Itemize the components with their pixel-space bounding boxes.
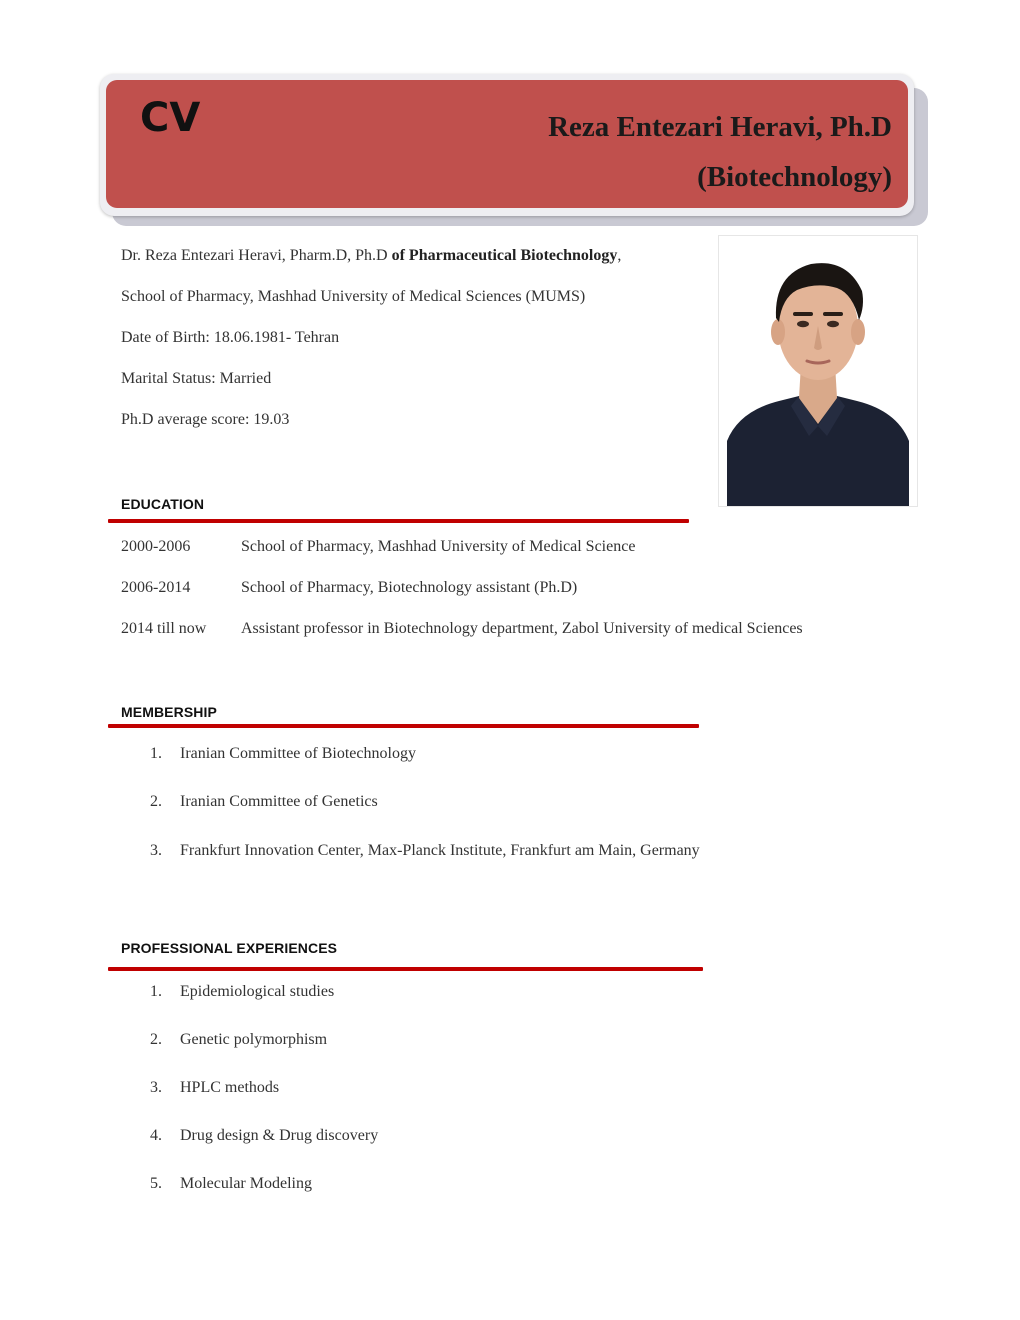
membership-rule — [108, 724, 699, 728]
list-number: 4. — [150, 1127, 162, 1144]
intro-degree-line: Dr. Reza Entezari Heravi, Pharm.D, Ph.D of Pharmaceutical Biotechnology, — [121, 247, 622, 264]
education-row — [121, 579, 577, 597]
list-text: Iranian Committee of Genetics — [180, 793, 378, 810]
experience-item — [150, 1127, 378, 1145]
intro-birth-line: Date of Birth: 18.06.1981- Tehran — [121, 329, 340, 346]
cv-label: CV — [140, 95, 201, 141]
education-detail: Assistant professor in Biotechnology department, Zabol University of medical Sciences — [241, 620, 803, 637]
intro-block — [121, 246, 621, 451]
list-text: HPLC methods — [180, 1079, 280, 1096]
list-text: Iranian Committee of Biotechnology — [180, 745, 416, 762]
intro-degree-field: of Pharmaceutical Biotechnology — [391, 247, 618, 264]
name-line-2: (Biotechnology) — [697, 161, 892, 193]
list-number: 3. — [150, 1079, 162, 1096]
intro-score-line: Ph.D average score: 19.03 — [121, 411, 290, 428]
list-number: 1. — [150, 983, 162, 1000]
portrait-illustration — [719, 236, 917, 506]
education-row — [121, 538, 635, 556]
list-number: 2. — [150, 1031, 162, 1048]
experience-item — [150, 983, 334, 1001]
intro-marital-line: Marital Status: Married — [121, 370, 272, 387]
list-text: Epidemiological studies — [180, 983, 335, 1000]
list-number: 3. — [150, 842, 162, 859]
experiences-rule — [108, 967, 703, 971]
experience-item — [150, 1079, 279, 1097]
education-period: 2014 till now — [121, 620, 207, 637]
education-period: 2006-2014 — [121, 579, 191, 596]
list-number: 2. — [150, 793, 162, 810]
education-period: 2000-2006 — [121, 538, 191, 555]
membership-item — [150, 745, 416, 763]
membership-item — [150, 793, 378, 811]
banner-name — [548, 102, 892, 202]
list-text: Drug design & Drug discovery — [180, 1127, 379, 1144]
experience-item — [150, 1175, 312, 1193]
profile-photo — [718, 235, 918, 507]
list-number: 1. — [150, 745, 162, 762]
membership-item — [150, 842, 700, 860]
experience-item — [150, 1031, 327, 1049]
name-line-1: Reza Entezari Heravi, Ph.D — [548, 111, 892, 143]
education-rule — [108, 519, 689, 523]
intro-school-line: School of Pharmacy, Mashhad University of Medical Sciences (MUMS) — [121, 288, 586, 305]
education-detail: School of Pharmacy, Biotechnology assistant (Ph.D) — [241, 579, 578, 596]
list-text: Molecular Modeling — [180, 1175, 312, 1192]
list-number: 5. — [150, 1175, 162, 1192]
education-heading: EDUCATION — [121, 496, 205, 512]
header-banner — [106, 80, 908, 208]
membership-heading: MEMBERSHIP — [121, 704, 217, 720]
list-text: Genetic polymorphism — [180, 1031, 328, 1048]
education-row — [121, 620, 803, 638]
education-detail: School of Pharmacy, Mashhad University of Medical Science — [241, 538, 636, 555]
experiences-heading: PROFESSIONAL EXPERIENCES — [121, 940, 338, 956]
list-text: Frankfurt Innovation Center, Max-Planck Institute, Frankfurt am Main, Germany — [180, 842, 700, 859]
